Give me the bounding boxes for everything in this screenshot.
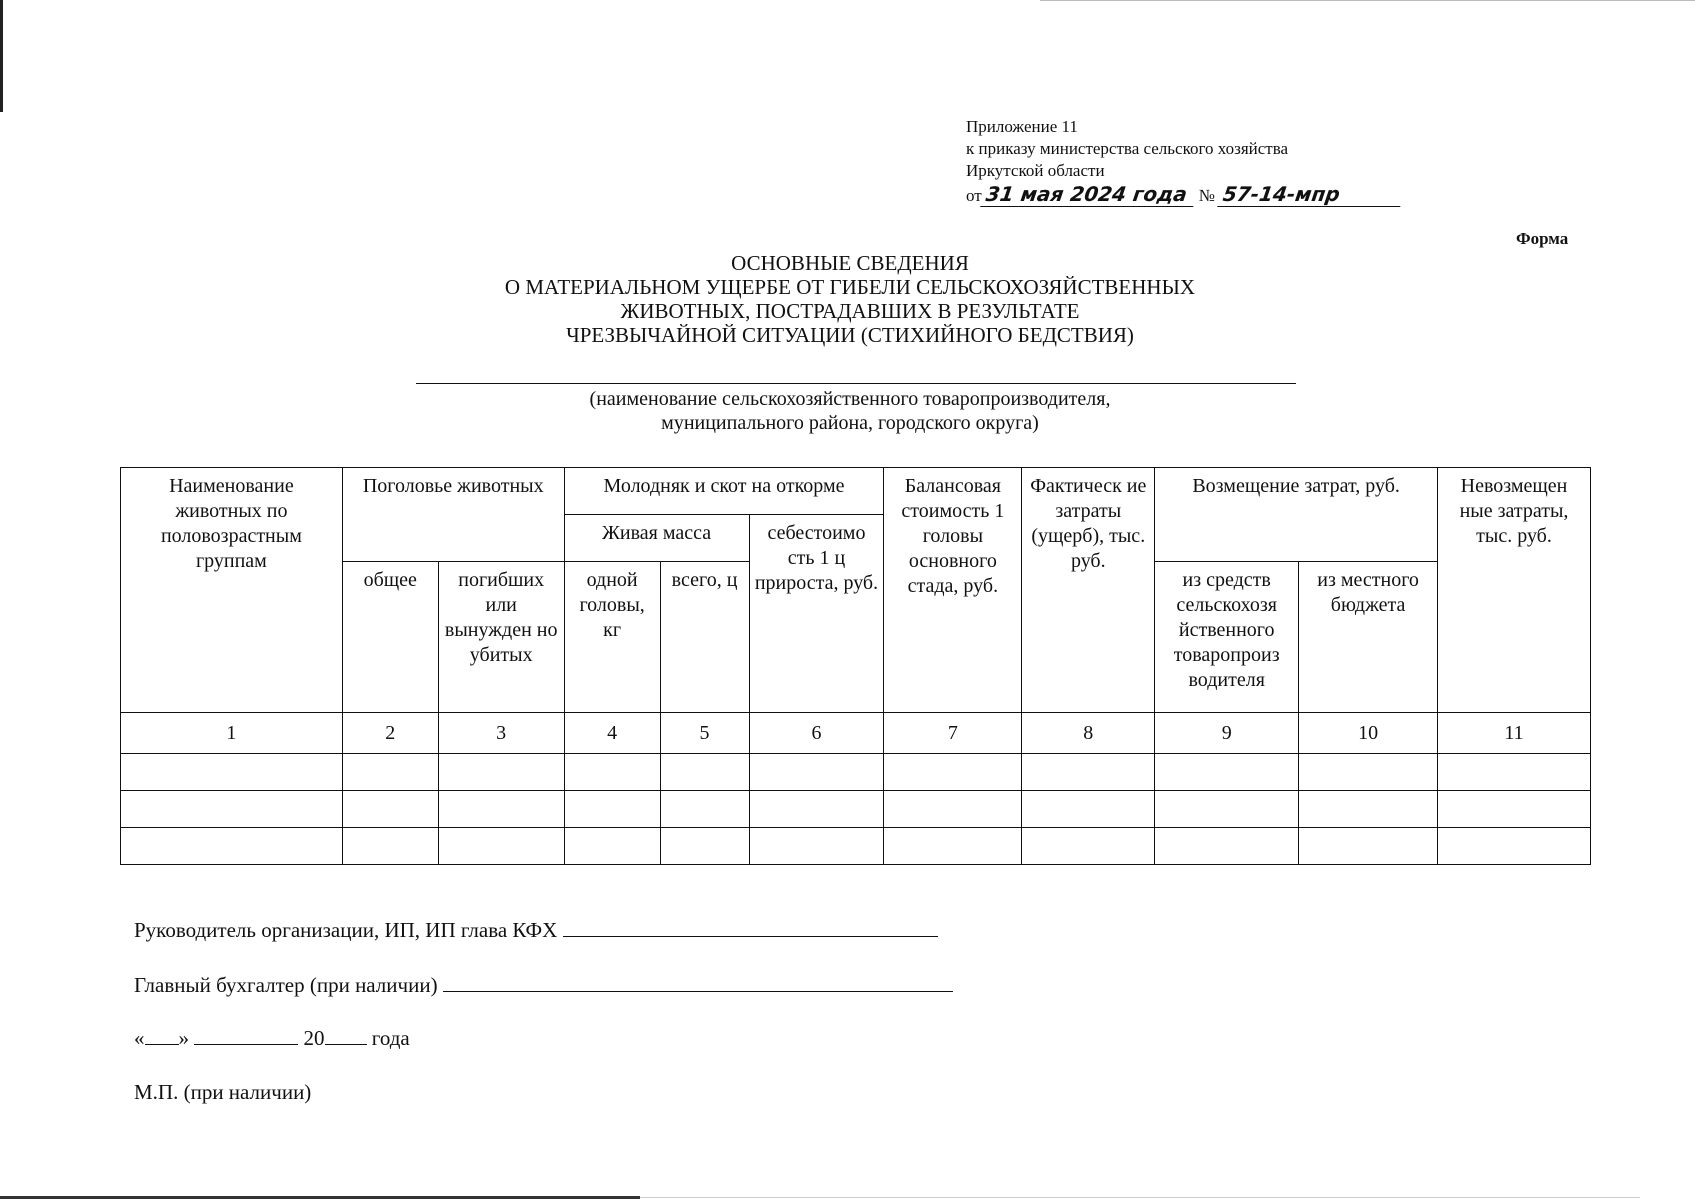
footer-accountant-signature (134, 971, 953, 998)
scan-bottom-line (0, 1196, 640, 1199)
scan-top-line (1040, 0, 1695, 1)
table-cell[interactable] (749, 754, 884, 791)
number-sign: № (1198, 186, 1215, 205)
header-actual-costs: Фактическ ие затраты (ущерб), тыс. руб. (1022, 468, 1155, 713)
document-title (430, 251, 1270, 347)
table-cell[interactable] (660, 791, 749, 828)
column-number: 7 (884, 713, 1022, 754)
header-livestock-dead: погибших или вынужден но убитых (438, 562, 564, 713)
table-cell[interactable] (1438, 791, 1591, 828)
year-prefix: 20 (303, 1026, 325, 1050)
accountant-signature-line[interactable] (443, 971, 953, 992)
year-field[interactable] (325, 1024, 367, 1045)
table-cell[interactable] (1438, 828, 1591, 865)
handwritten-date: 31 мая 2024 года (980, 182, 1197, 207)
table-cell[interactable] (121, 791, 343, 828)
header-cost-gain: себестоимо сть 1 ц прироста, руб. (749, 515, 884, 713)
table-cell[interactable] (749, 828, 884, 865)
column-number: 3 (438, 713, 564, 754)
year-suffix: года (371, 1026, 410, 1050)
table-cell[interactable] (342, 828, 438, 865)
column-number: 10 (1299, 713, 1438, 754)
column-number: 6 (749, 713, 884, 754)
column-number: 11 (1438, 713, 1591, 754)
table-cell[interactable] (660, 754, 749, 791)
appendix-region: Иркутской области (966, 161, 1105, 180)
table-cell[interactable] (884, 754, 1022, 791)
header-book-value: Балансовая стоимость 1 головы основного стада, руб. (884, 468, 1022, 713)
table-cell[interactable] (121, 828, 343, 865)
form-label: Форма (1516, 229, 1569, 248)
table-cell[interactable] (1155, 828, 1299, 865)
scan-bottom-line-faint (640, 1197, 1640, 1198)
header-from-local-budget: из местного бюджета (1299, 562, 1438, 713)
footer-head-signature (134, 916, 938, 943)
appendix-block (966, 116, 1402, 207)
table-cell[interactable] (1022, 791, 1155, 828)
producer-name-caption (430, 387, 1270, 435)
month-field[interactable] (194, 1024, 298, 1045)
producer-name-field-line[interactable] (416, 383, 1296, 384)
table-cell[interactable] (660, 828, 749, 865)
column-number: 5 (660, 713, 749, 754)
header-reimbursement: Возмещение затрат, руб. (1155, 468, 1438, 562)
table-cell[interactable] (1155, 791, 1299, 828)
header-from-producer: из средств сельскохозя йственного товаропроиз водителя (1155, 562, 1299, 713)
table-cell[interactable] (438, 828, 564, 865)
appendix-title: Приложение 11 (966, 117, 1078, 136)
header-unreimbursed: Невозмещен ные затраты, тыс. руб. (1438, 468, 1591, 713)
footer-date (134, 1024, 410, 1051)
head-label: Руководитель организации, ИП, ИП глава КФХ (134, 918, 558, 942)
header-livestock: Поголовье животных (342, 468, 564, 562)
table-cell[interactable] (884, 791, 1022, 828)
accountant-label: Главный бухгалтер (при наличии) (134, 973, 438, 997)
table-cell[interactable] (1299, 828, 1438, 865)
column-number: 1 (121, 713, 343, 754)
table-row (121, 828, 1591, 865)
table-cell[interactable] (1022, 754, 1155, 791)
table-cell[interactable] (438, 754, 564, 791)
table-cell[interactable] (564, 791, 660, 828)
table-cell[interactable] (749, 791, 884, 828)
handwritten-order-number: 57-14-мпр (1217, 182, 1404, 207)
from-prefix: от (966, 186, 982, 205)
table-cell[interactable] (884, 828, 1022, 865)
header-weight-total: всего, ц (660, 562, 749, 713)
table-cell[interactable] (1299, 791, 1438, 828)
header-live-weight: Живая масса (564, 515, 749, 562)
appendix-date-number-row (966, 182, 1402, 207)
title-line-2: О МАТЕРИАЛЬНОМ УЩЕРБЕ ОТ ГИБЕЛИ СЕЛЬСКОХОЗЯЙСТВЕННЫХ (504, 275, 1196, 299)
header-weight-per-head: одной головы, кг (564, 562, 660, 713)
scan-edge-mark (0, 0, 3, 112)
table-cell[interactable] (1155, 754, 1299, 791)
table-cell[interactable] (438, 791, 564, 828)
table-cell[interactable] (342, 754, 438, 791)
table-cell[interactable] (342, 791, 438, 828)
date-quote-close: » (178, 1026, 189, 1050)
column-number: 2 (342, 713, 438, 754)
table-cell[interactable] (1299, 754, 1438, 791)
header-animal-groups: Наименование животных по половозрастным группам (121, 468, 343, 713)
table-cell[interactable] (564, 754, 660, 791)
column-number: 8 (1022, 713, 1155, 754)
day-field[interactable] (145, 1024, 179, 1045)
header-young-stock: Молодняк и скот на откорме (564, 468, 884, 515)
seal-label: М.П. (при наличии) (134, 1080, 312, 1104)
title-line-3: ЖИВОТНЫХ, ПОСТРАДАВШИХ В РЕЗУЛЬТАТЕ (620, 299, 1080, 323)
caption-line-2: муниципального района, городского округа) (661, 412, 1039, 434)
table-cell[interactable] (1438, 754, 1591, 791)
table-row (121, 754, 1591, 791)
appendix-order-ref: к приказу министерства сельского хозяйства (966, 139, 1289, 158)
head-signature-line[interactable] (563, 916, 938, 937)
column-number: 4 (564, 713, 660, 754)
caption-line-1: (наименование сельскохозяйственного товаропроизводителя, (589, 388, 1111, 410)
title-line-1: ОСНОВНЫЕ СВЕДЕНИЯ (731, 251, 969, 275)
table-row (121, 791, 1591, 828)
title-line-4: ЧРЕЗВЫЧАЙНОЙ СИТУАЦИИ (СТИХИЙНОГО БЕДСТВИЯ) (566, 323, 1134, 347)
table-cell[interactable] (121, 754, 343, 791)
table-cell[interactable] (1022, 828, 1155, 865)
header-livestock-total: общее (342, 562, 438, 713)
damage-table (120, 467, 1591, 865)
table-cell[interactable] (564, 828, 660, 865)
date-quote-open: « (134, 1026, 145, 1050)
column-number: 9 (1155, 713, 1299, 754)
